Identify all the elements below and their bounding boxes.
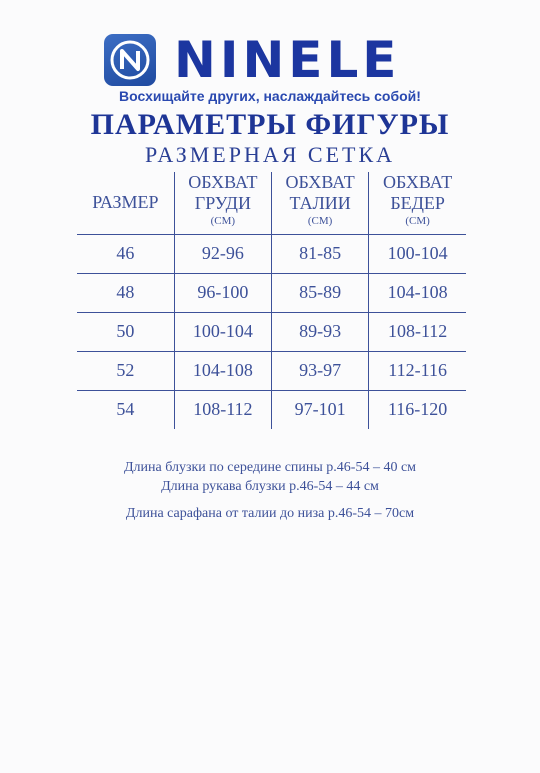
header-hips-line1: ОБХВАТ [383,172,453,192]
cell-chest: 100-104 [174,312,271,351]
header-waist-line2: ТАЛИИ [289,193,351,213]
size-table [77,172,466,429]
table-row [77,312,466,351]
cell-waist: 85-89 [272,273,369,312]
header-size-label: РАЗМЕР [92,192,159,213]
table-row [77,351,466,390]
note-sarafan-length: Длина сарафана от талии до низа р.46-54 – 70см [125,506,415,521]
header-waist [272,172,369,234]
header-hips [369,172,466,234]
table-row [77,234,466,273]
header-chest-unit: (СМ) [210,215,236,227]
cell-hips: 112-116 [369,351,466,390]
brand-logo [104,31,401,89]
measurement-notes [0,458,540,523]
header-chest-line1: ОБХВАТ [188,172,258,192]
cell-hips: 104-108 [369,273,466,312]
cell-size: 48 [116,282,135,302]
logo-n-emblem-icon [109,39,151,81]
cell-hips: 108-112 [369,312,466,351]
ninele-logo-icon [104,34,156,86]
cell-chest: 104-108 [174,351,271,390]
cell-waist: 93-97 [272,351,369,390]
cell-waist: 89-93 [272,312,369,351]
cell-chest: 96-100 [174,273,271,312]
cell-size: 50 [116,321,135,341]
cell-waist: 97-101 [272,390,369,429]
cell-chest: 108-112 [174,390,271,429]
page-subtitle: РАЗМЕРНАЯ СЕТКА [144,142,396,167]
note-sleeve-length: Длина рукава блузки р.46-54 – 44 см [161,479,379,494]
page-title: ПАРАМЕТРЫ ФИГУРЫ [90,108,450,141]
table-row [77,390,466,429]
header-chest-line2: ГРУДИ [194,193,251,213]
cell-hips: 116-120 [369,390,466,429]
cell-size: 52 [116,360,135,380]
cell-hips: 100-104 [369,234,466,273]
cell-waist: 81-85 [272,234,369,273]
cell-size: 46 [116,243,135,263]
header-hips-line2: БЕДЕР [390,193,445,213]
cell-size: 54 [116,399,135,419]
header-waist-line1: ОБХВАТ [285,172,355,192]
cell-chest: 92-96 [174,234,271,273]
brand-slogan: Восхищайте других, наслаждайтесь собой! [119,88,421,104]
note-blouse-length: Длина блузки по середине спины р.46-54 – 40 см [123,460,417,475]
header-hips-unit: (СМ) [405,215,430,227]
header-size [77,172,174,234]
table-header-row [77,172,466,234]
brand-name: NINELE [174,31,401,89]
header-waist-unit: (СМ) [307,215,333,227]
table-row [77,273,466,312]
header-chest [174,172,271,234]
